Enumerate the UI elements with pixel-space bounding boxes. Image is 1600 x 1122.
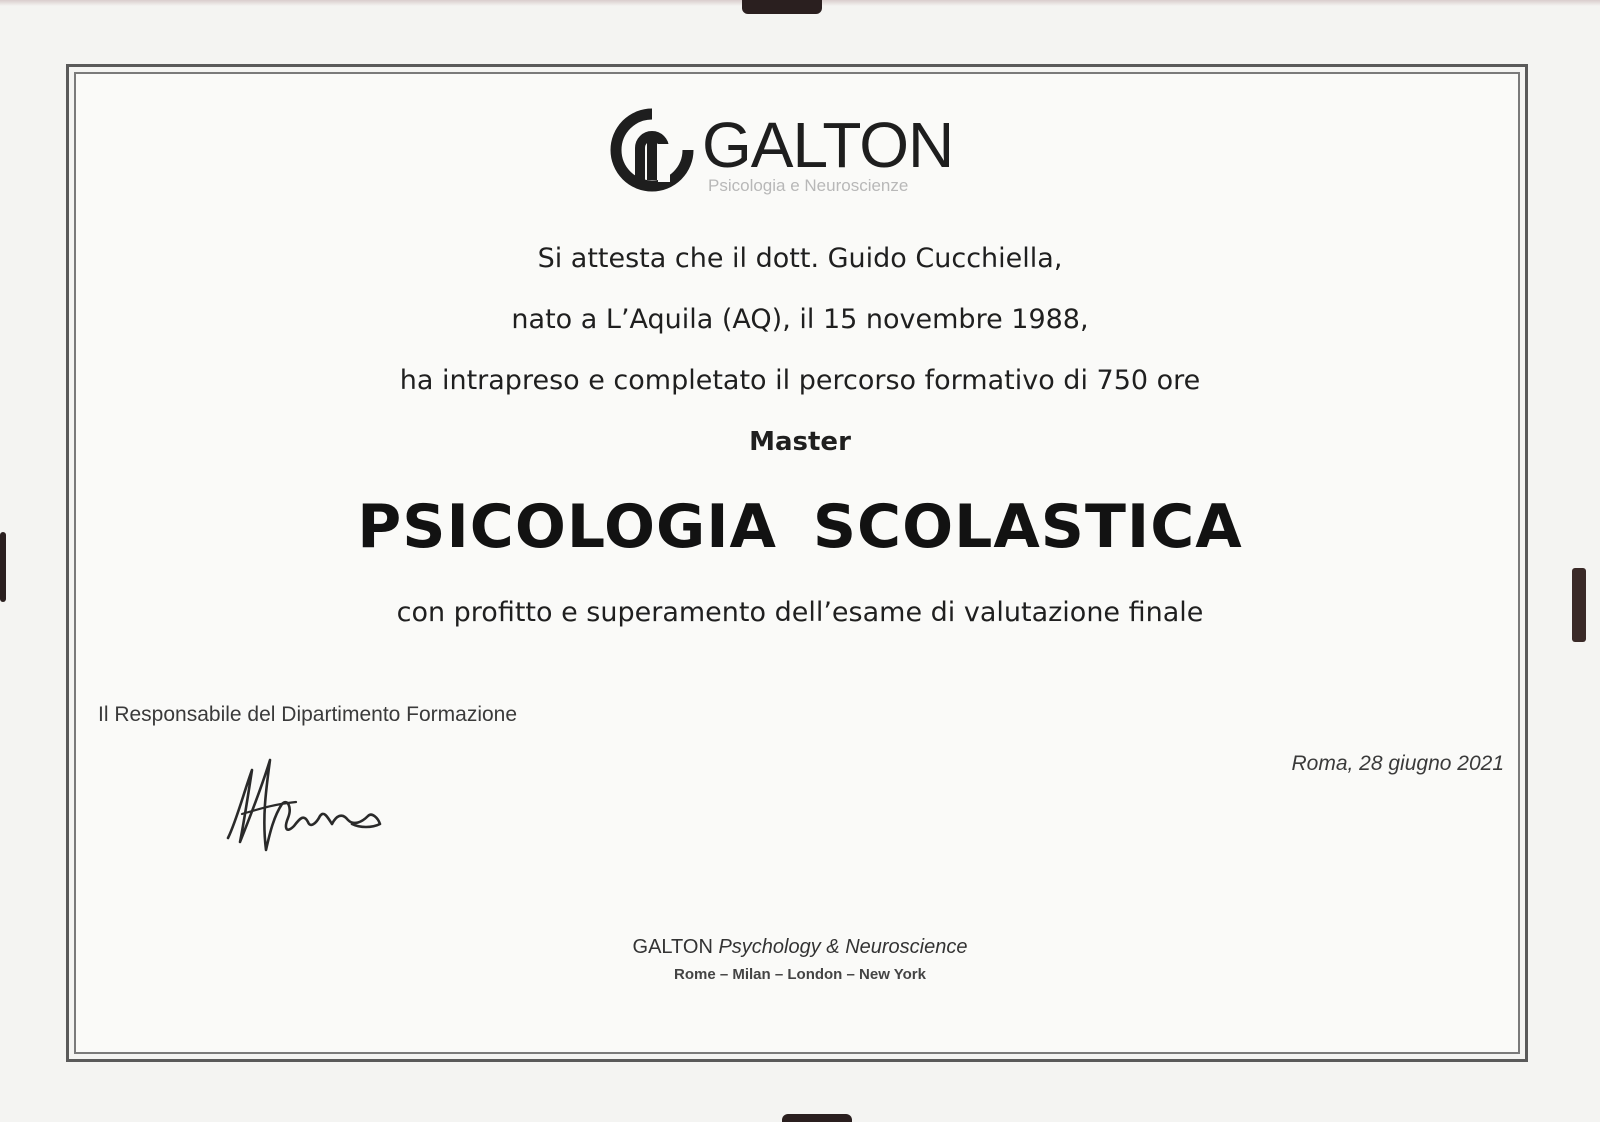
handwritten-signature xyxy=(222,752,392,862)
footer-brand xyxy=(0,936,1600,959)
signatory-role: Il Responsabile del Dipartimento Formazione xyxy=(98,703,518,726)
program-type: Master xyxy=(749,427,851,457)
date-place: Roma, 28 giugno 2021 xyxy=(1291,752,1504,775)
footer-cities: Rome – Milan – London – New York xyxy=(674,966,926,983)
galton-logo xyxy=(610,108,990,198)
certificate-paper xyxy=(74,72,1520,1054)
footer-brand-name: GALTON xyxy=(632,936,713,958)
course-title: PSICOLOGIA SCOLASTICA xyxy=(357,492,1243,562)
footer-brand-subtitle: Psychology & Neuroscience xyxy=(718,936,968,958)
frame-clip-top xyxy=(742,0,822,14)
attestation-line-3: ha intrapreso e completato il percorso formativo di 750 ore xyxy=(399,365,1201,396)
logo-wordmark: GALTON xyxy=(702,109,954,181)
attestation-line-4: con profitto e superamento dell’esame di valutazione finale xyxy=(396,597,1204,628)
attestation-line-1: Si attesta che il dott. Guido Cucchiella, xyxy=(537,243,1063,274)
logo-tagline: Psicologia e Neuroscienze xyxy=(708,176,909,195)
frame-clip-bottom xyxy=(782,1114,852,1122)
attestation-line-2: nato a L’Aquila (AQ), il 15 novembre 1988, xyxy=(511,304,1089,335)
galton-logo-mark-icon xyxy=(610,108,694,192)
